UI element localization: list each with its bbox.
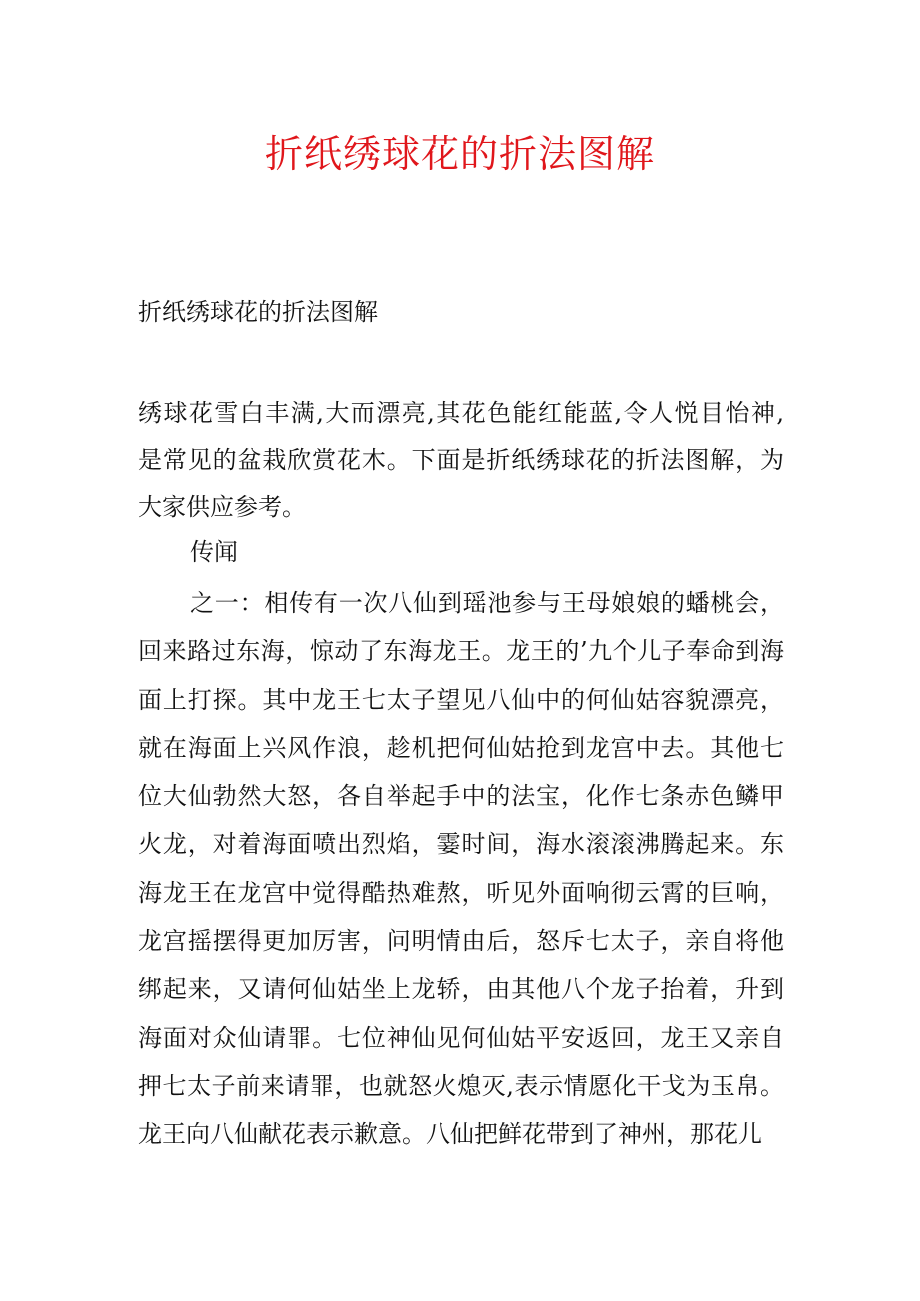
story-line: 就在海面上兴风作浪，趁机把何仙姑抢到龙宫中去。其他七 (138, 733, 784, 762)
intro-line: 绣球花雪白丰满,大而漂亮,其花色能红能蓝,令人悦目怡神, (138, 399, 784, 427)
story-line: 押七太子前来请罪，也就怒火熄灭,表示情愿化干戈为玉帛。 (138, 1071, 784, 1100)
intro-paragraph (138, 390, 784, 531)
story-line: 海龙王在龙宫中觉得酷热难熬，听见外面响彻云霄的巨响， (138, 878, 784, 907)
story-line: 龙王向八仙献花表示歉意。八仙把鲜花带到了神州，那花儿 (138, 1120, 762, 1149)
story-line: 火龙，对着海面喷出烈焰，霎时间，海水滚滚沸腾起来。东 (138, 830, 784, 859)
story-line: 回来路过东海，惊动了东海龙王。龙王的’九个儿子奉命到海 (138, 637, 784, 666)
story-line: 海面对众仙请罪。七位神仙见何仙姑平安返回，龙王又亲自 (138, 1023, 784, 1052)
document-title: 折纸绣球花的折法图解 (264, 132, 655, 176)
story-line: 位大仙勃然大怒，各自举起手中的法宝，化作七条赤色鳞甲 (138, 782, 784, 811)
story-paragraph (138, 579, 784, 1159)
story-line: 绑起来，又请何仙姑坐上龙轿，由其他八个龙子抬着，升到 (138, 975, 784, 1004)
intro-line: 大家供应参考。 (138, 493, 306, 521)
story-line: 面上打探。其中龙王七太子望见八仙中的何仙姑容貌漂亮， (138, 685, 784, 714)
story-line: 龙宫摇摆得更加厉害，问明情由后，怒斥七太子，亲自将他 (138, 927, 784, 956)
document-subtitle: 折纸绣球花的折法图解 (138, 298, 378, 326)
section-heading: 传闻 (190, 538, 238, 566)
intro-line: 是常见的盆栽欣赏花木。下面是折纸绣球花的折法图解，为 (138, 446, 784, 474)
story-line: 之一：相传有一次八仙到瑶池参与王母娘娘的蟠桃会， (190, 589, 784, 617)
